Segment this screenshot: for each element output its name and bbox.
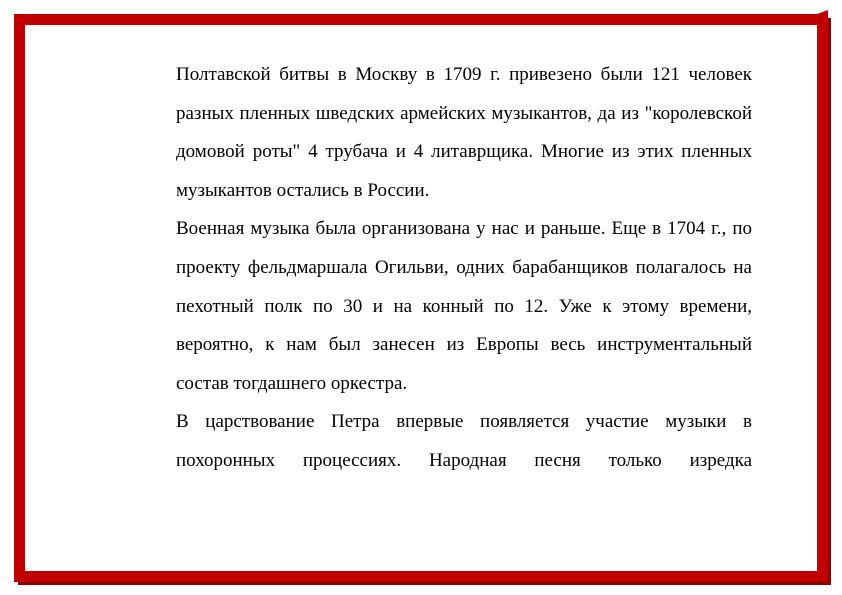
text-body (176, 56, 752, 481)
frame-shadow-right (828, 18, 831, 584)
paragraph-1: Полтавской битвы в Москву в 1709 г. привезено были 121 человек разных пленных шведских армейских музыкантов, да из "королевской домовой роты" 4 трубача и 4 литаврщика. Многие из этих пленных музыкантов остались в России. (176, 64, 752, 201)
paragraph-3: В царствование Петра впервые появляется участие музыки в похоронных процессиях. Народная песня только изредка (176, 411, 752, 471)
frame-left-border (14, 14, 25, 582)
frame-top-border (14, 14, 828, 25)
frame-shadow-bottom (18, 582, 831, 585)
paragraph-2: Военная музыка была организована у нас и раньше. Еще в 1704 г., по проекту фельдмаршала Огильви, одних барабанщиков полагалось на пехотный полк по 30 и на конный по 12. Уже к этому времени, вероятно, к нам был занесен из Европы весь инструментальный состав тогдашнего оркестра. (176, 218, 752, 394)
frame-corner-accent (817, 10, 828, 14)
frame-bottom-border (14, 571, 828, 582)
frame-right-border (817, 14, 828, 582)
